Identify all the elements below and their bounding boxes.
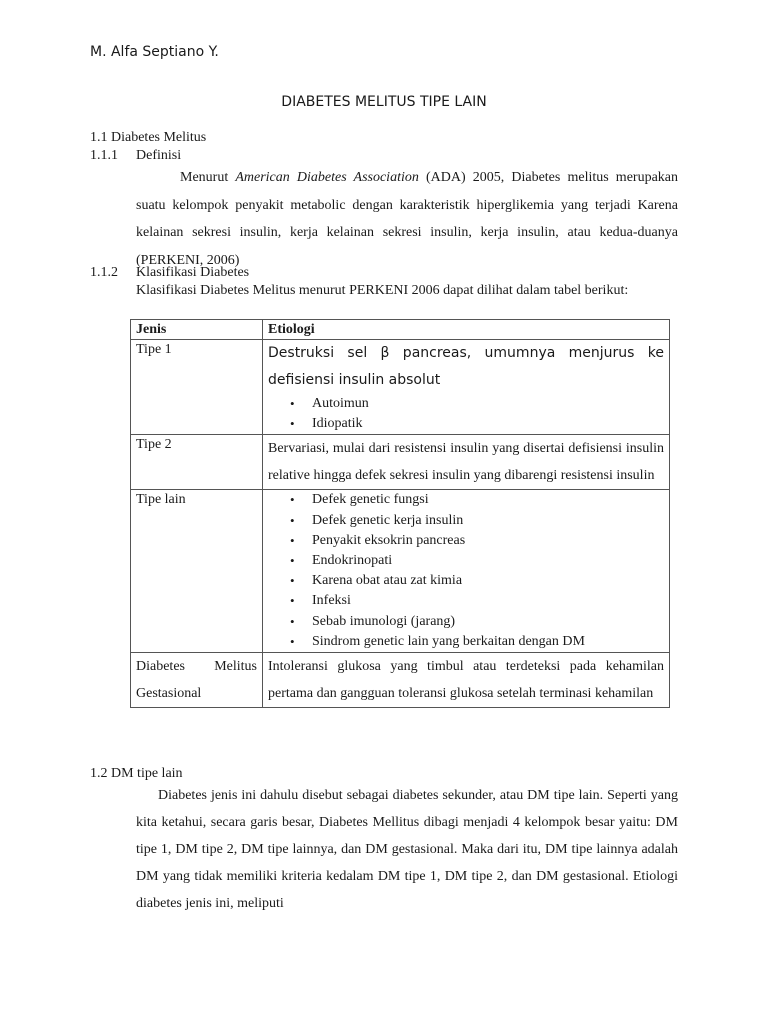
list-item: • Sebab imunologi (jarang) [268,612,664,632]
type-1-list [268,394,664,434]
list-item: • Infeksi [268,591,664,611]
list-item: • Defek genetic fungsi [268,490,664,510]
row-gestational-etiology: Intoleransi glukosa yang timbul atau terdeteksi pada kehamilan pertama dan gangguan toleransi glukosa setelah terminasi kehamilan [263,653,670,708]
section-1-1-heading: 1.1 Diabetes Melitus [90,130,207,145]
list-item: • Defek genetic kerja insulin [268,511,664,531]
other-type-list [268,490,664,652]
table-header-row [131,320,670,340]
row-gestational-label: Diabetes Melitus Gestasional [131,653,263,708]
table-row [131,653,670,708]
type-1-description: Destruksi sel β pancreas, umumnya menjurus ke defisiensi insulin absolut [268,345,664,388]
classification-intro: Klasifikasi Diabetes Melitus menurut PERKENI 2006 dapat dilihat dalam tabel berikut: [136,283,629,298]
row-other-type-etiology [263,490,670,653]
row-type-1-label: Tipe 1 [131,340,263,435]
row-other-type-label: Tipe lain [131,490,263,653]
list-item: • Sindrom genetic lain yang berkaitan dengan DM [268,632,664,652]
author-name: M. Alfa Septiano Y. [90,44,219,60]
section-1-1-2-number: 1.1.2 [90,265,118,280]
table-row [131,340,670,435]
section-1-1-2-label: Klasifikasi Diabetes [136,265,250,280]
row-type-1-etiology [263,340,670,435]
row-type-2-etiology: Bervariasi, mulai dari resistensi insulin yang disertai defisiensi insulin relative hingga defek sekresi insulin yang dibarengi resistensi insulin [263,435,670,490]
section-1-1-1-label: Definisi [136,148,182,163]
section-1-2-paragraph: Diabetes jenis ini dahulu disebut sebagai diabetes sekunder, atau DM tipe lain. Seperti yang kita ketahui, secara garis besar, Diabetes Mellitus dibagi menjadi 4 kelompok besar yaitu: DM tipe 1, DM tipe 2, DM tipe lainnya, dan DM gestasional. Maka dari itu, DM tipe lainnya adalah DM yang tidak memiliki kriteria kedalam DM tipe 1, DM tipe 2, dan DM gestasional. Etiologi diabetes jenis ini, meliputi [136,788,678,911]
row-type-2-label: Tipe 2 [131,435,263,490]
definition-paragraph: Menurut American Diabetes Association (ADA) 2005, Diabetes melitus merupakan suatu kelompok penyakit metabolic dengan karakteristik hiperglikemia yang terjadi Karena kelainan sekresi insulin, kerja kelainan sekresi insulin, kerja insulin, atau kedua-duanya (PERKENI, 2006) [136,170,678,268]
list-item: • Autoimun [268,394,664,414]
list-item: • Endokrinopati [268,551,664,571]
list-item: • Idiopatik [268,414,664,434]
section-1-1-1-number: 1.1.1 [90,148,118,163]
ada-name: American Diabetes Association [235,170,419,185]
table-row [131,435,670,490]
header-jenis: Jenis [131,320,263,340]
header-etiologi: Etiologi [263,320,670,340]
document-title: DIABETES MELITUS TIPE LAIN [281,94,487,110]
list-item: • Karena obat atau zat kimia [268,571,664,591]
list-item: • Penyakit eksokrin pancreas [268,531,664,551]
table-row [131,490,670,653]
section-1-2-heading: 1.2 DM tipe lain [90,766,183,781]
classification-table [130,319,670,708]
